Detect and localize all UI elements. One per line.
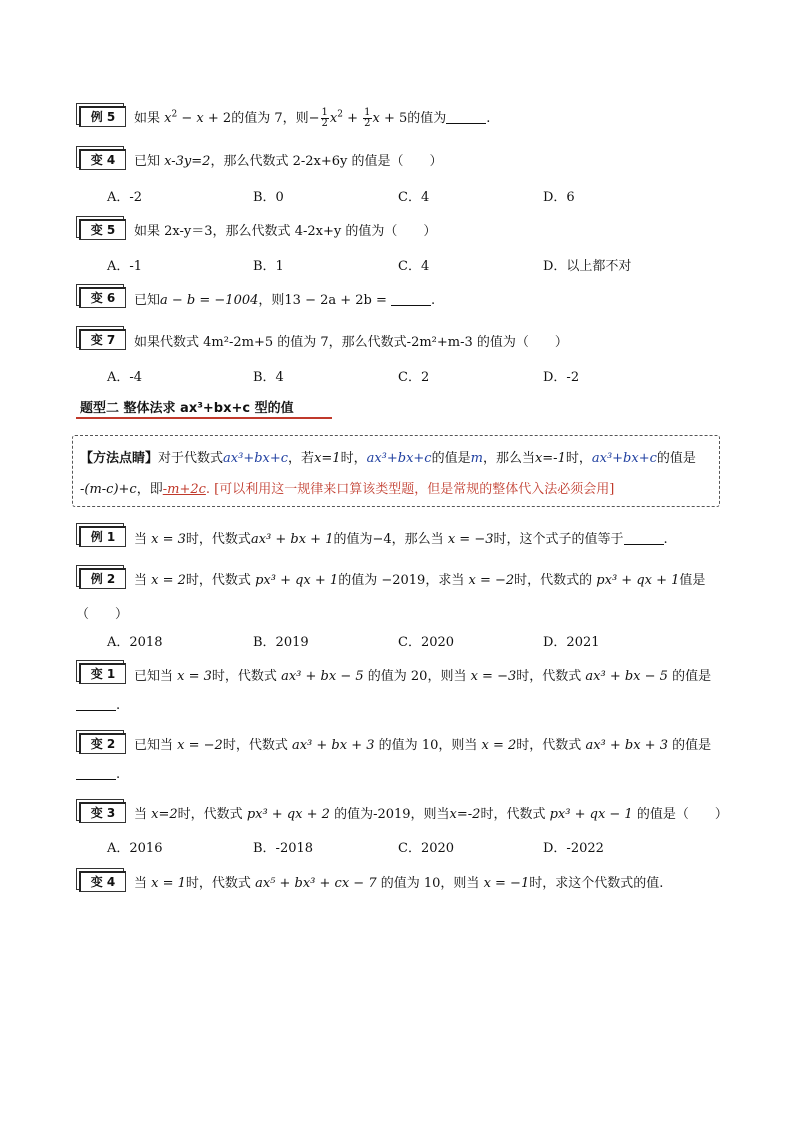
tag-bian3: 变 3: [76, 799, 124, 821]
tag-bian1: 变 1: [76, 660, 124, 682]
option: C．4: [398, 259, 430, 274]
tag-li1: 例 1: [76, 523, 124, 545]
option: C．2: [398, 370, 430, 385]
question-bian3: 当 x=2时，代数式 px³ + qx + 2 的值为-2019，则当x=-2时，代数式 px³ + qx − 1 的值是（ ）: [134, 807, 728, 822]
answer-blank-bian2: .: [76, 767, 120, 782]
option: B．-2018: [253, 841, 314, 856]
option: A．-1: [107, 259, 143, 274]
option: B．4: [253, 370, 284, 385]
option: B．2019: [253, 635, 309, 650]
tag-bian6: 变 6: [76, 284, 124, 306]
question-bian4b: 当 x = 1时，代数式 ax⁵ + bx³ + cx − 7 的值为 10，则当 x = −1时，求这个代数式的值.: [134, 876, 664, 891]
option: D．-2: [543, 370, 580, 385]
question-li5: 如果 $x^2 - x + 2$的值为 7，则− $\frac{1}{2}$ $x^2$ + $\frac{1}{2}$ x + 5的值为 .: [134, 107, 491, 129]
option: D．以上都不对: [543, 259, 632, 274]
option: C．2020: [398, 841, 455, 856]
question-li1: 当 x = 3时，代数式ax³ + bx + 1的值为−4，那么当 x = −3时，这个式子的值等于 .: [134, 532, 668, 547]
tag-li5: 例 5: [76, 103, 124, 125]
method-line-2: -(m-c)+c，即-m+2c. [可以利用这一规律来口算该类型题，但是常规的整体代入法必须会用]: [80, 482, 615, 497]
option: B．1: [253, 259, 284, 274]
method-line-1: 【方法点睛】对于代数式ax³+bx+c，若x=1时，ax³+bx+c的值是m，那么当x=-1时，ax³+bx+c的值是: [80, 451, 696, 466]
option: A．2018: [107, 635, 163, 650]
tag-bian2: 变 2: [76, 730, 124, 752]
question-bian7: 如果代数式 4m²-2m+5 的值为 7，那么代数式-2m²+m-3 的值为（ ）: [134, 335, 568, 350]
question-bian6: 已知a − b = −1004，则13 − 2a + 2b = .: [134, 293, 436, 308]
option: C．2020: [398, 635, 455, 650]
question-bian2: 已知当 x = −2时，代数式 ax³ + bx + 3 的值为 10，则当 x = 2时，代数式 ax³ + bx + 3 的值是: [134, 738, 712, 753]
option: A．2016: [107, 841, 163, 856]
question-bian5: 如果 2x-y＝3，那么代数式 4-2x+y 的值为（ ）: [134, 224, 437, 239]
option: A．-2: [107, 190, 143, 205]
option: A．-4: [107, 370, 143, 385]
question-bian1: 已知当 x = 3时，代数式 ax³ + bx − 5 的值为 20，则当 x = −3时，代数式 ax³ + bx − 5 的值是: [134, 669, 712, 684]
question-li2: 当 x = 2时，代数式 px³ + qx + 1的值为 −2019，求当 x = −2时，代数式的 px³ + qx + 1值是: [134, 573, 706, 588]
option: D．6: [543, 190, 575, 205]
option: B．0: [253, 190, 284, 205]
tag-li2: 例 2: [76, 565, 124, 587]
option: D．2021: [543, 635, 600, 650]
tag-bian7: 变 7: [76, 326, 124, 348]
tag-bian4a: 变 4: [76, 146, 124, 168]
tag-bian5: 变 5: [76, 216, 124, 238]
question-bian4a: 已知 x-3y=2，那么代数式 2-2x+6y 的值是（ ）: [134, 154, 443, 169]
answer-blank-bian1: .: [76, 698, 120, 713]
option: D．-2022: [543, 841, 604, 856]
section-underline: [76, 417, 332, 419]
question-li2-blank: （ ）: [76, 607, 129, 622]
option: C．4: [398, 190, 430, 205]
section-title: 题型二 整体法求 ax³+bx+c 型的值: [80, 401, 294, 416]
tag-bian4b: 变 4: [76, 868, 124, 890]
